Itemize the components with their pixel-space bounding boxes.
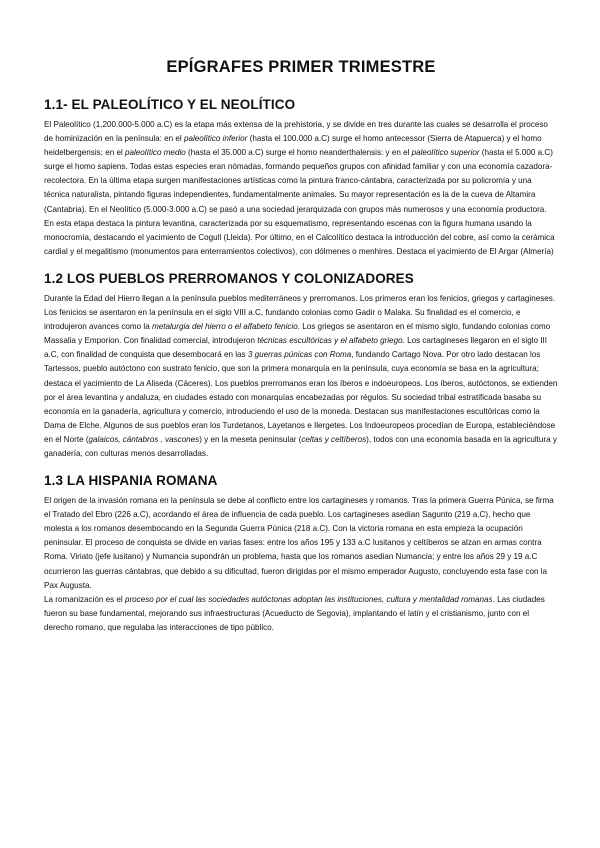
document-page — [44, 58, 558, 647]
text-run: , fundando Cartago Nova. Por otro lado destacan los Tartessos, pueblo autóctono con sustrato fenicio, que son la primera monarquía en la península, cuya economía se basa en la agricultura; destaca el yacimiento de La Aliseda (Cáceres). Los pueblos prerromanos eran los íberos e indoeuropeos. Los íberos, autóctonos, se extienden por el área levantina y andaluza, en ciudades estado con monarquías encabezadas por régulos. Su sociedad tribal estratificada basaba su economía en la ganadería, agricultura y comercio, introduciendo el uso de la moneda. Destacan sus manifestaciones escultóricas como la Dama de Elche. Algunos de sus pueblos eran los Turdetanos, Layetanos e Ilergetes. Los Indoeuropeos procedían de Europa, estableciéndose en el Norte ( — [44, 350, 558, 444]
section-heading: 1.3 LA HISPANIA ROMANA — [44, 473, 218, 489]
italic-text-run: 3 guerras púnicas con Roma — [247, 350, 352, 360]
section-heading: 1.2 LOS PUEBLOS PRERROMANOS Y COLONIZADORES — [44, 270, 414, 286]
text-run: ) y en la meseta peninsular ( — [199, 434, 302, 444]
italic-text-run: celtas y celtíberos — [301, 434, 367, 444]
section-paragraph — [44, 593, 558, 635]
section-paragraph — [44, 494, 558, 593]
text-run: . Los griegos se asentaron en el mismo siglo, fundando colonias como Massalia y Emporion. Con finalidad comercial, introdujeron — [44, 322, 551, 346]
text-run: El origen de la invasión romana en la península se debe al conflicto entre los cartagineses y romanos. Tras la primera Guerra Púnica, se firma el Tratado del Ebro (226 a.C), acordando el área de influencia de cada pueblo. Los cartagineses asedian Sagunto (219 a.C), hecho que molesta a los romanos desembocando en la Segunda Guerra Púnica (218 a.C). Con la victoria romana en esta empieza la ocupación peninsular. El proceso de conquista se divide en varias fases: entre los años 195 y 133 a.C lusitanos y celtíberos se alzan en armas contra Roma. Viriato (jefe lusitano) y Numancia supondrán un problema, hasta que los romanos asedian Numancia; y entre los años 29 y 19 a.C ocurrieron las guerras cántabras, que debido a su dificultad, fueron dirigidas por el mismo emperador Augusto, concluyendo esta fase con la Pax Augusta. — [44, 496, 554, 590]
text-run: . Los cartagineses llegaron en el siglo III a.C, con finalidad de conquista que desembocará en las — [44, 336, 548, 360]
section-paragraph — [44, 118, 558, 259]
text-run: (hasta el 5.000 a.C) surge el homo sapiens. Todas estas especies eran nómadas, formando pequeños grupos con afinidad familiar y con una economía cazadora-recolectora. En la última etapa surgen manifestaciones artísticas como la pintura franco-cántabra, caracterizada por su policromía y una técnica naturalista, pintando figuras independientes, fundamentalmente animales. Su mayor representación es la de la cueva de Altamira (Cantabria). En el Neolítico (5.000-3.000 a.C) se pasó a una sociedad jerarquizada con grupos más numerosos y una economía productora. En esta etapa destaca la pintura levantina, caracterizada por su esquematismo, representando escenas con la figura humana usando la monocromía, destacando el yacimiento de Cogull (Lleida). Por último, en el Calcolítico destaca la introducción del cobre, así como la cerámica cardial y el megalitismo (monumentos para enterramientos colectivos), con dólmenes o menhires. Destaca el yacimiento de El Argar (Almería) — [44, 148, 555, 256]
text-run: La romanización es el — [44, 594, 125, 604]
italic-text-run: metalurgia del hierro o el alfabeto fenicio — [151, 322, 298, 332]
text-run: (hasta el 35.000 a.C) surge el homo neanderthalensis: y en el — [185, 148, 412, 158]
italic-text-run: paleolítico inferior — [183, 134, 248, 144]
italic-text-run: proceso por el cual las sociedades autóctonas adoptan las instituciones, cultura y mentalidad romanas — [124, 594, 493, 604]
italic-text-run: galaicos, cántabros , vascones — [88, 434, 200, 444]
text-run: Durante la Edad del Hierro llegan a la península pueblos mediterráneos y prerromanos. Los primeros eran los fenicios, griegos y cartagineses. Los fenicios se asentaron en la península en el siglo VIII a.C, fundando colonias como Gadir o Malaka. Su finalidad es el comercio, e introdujeron avances como la — [44, 293, 556, 332]
section-paragraph — [44, 292, 558, 461]
italic-text-run: técnicas escultóricas y el alfabeto griego — [257, 336, 403, 346]
text-run: ), todos con una economía basada en la agricultura y ganadería, con culturas menos desarrolladas. — [44, 434, 557, 458]
text-run: El Paleolítico (1.200.000-5.000 a.C) es la etapa más extensa de la prehistoria, y se divide en tres durante las cuales se desarrolla el proceso de hominización en la península: en el — [44, 120, 548, 144]
document-title: EPÍGRAFES PRIMER TRIMESTRE — [166, 58, 436, 76]
section-paleolitico — [44, 97, 558, 259]
italic-text-run: paleolítico superior — [411, 148, 480, 158]
italic-text-run: paleolítico medio — [125, 148, 186, 158]
text-run: . Las ciudades fueron su base fundamental, mejorando sus infraestructuras (Acueducto de Segovia), implantando el latín y el cristianismo, junto con el derecho romano, que regulaba las interacciones de tipo público. — [44, 594, 545, 632]
section-heading: 1.1- EL PALEOLÍTICO Y EL NEOLÍTICO — [44, 97, 296, 112]
text-run: (hasta el 100.000 a.C) surge el homo antecessor (Sierra de Atapuerca) y el homo heidelbergensis; en el — [44, 134, 542, 158]
section-pueblos-prerromanos — [44, 271, 558, 461]
section-hispania-romana — [44, 473, 558, 635]
